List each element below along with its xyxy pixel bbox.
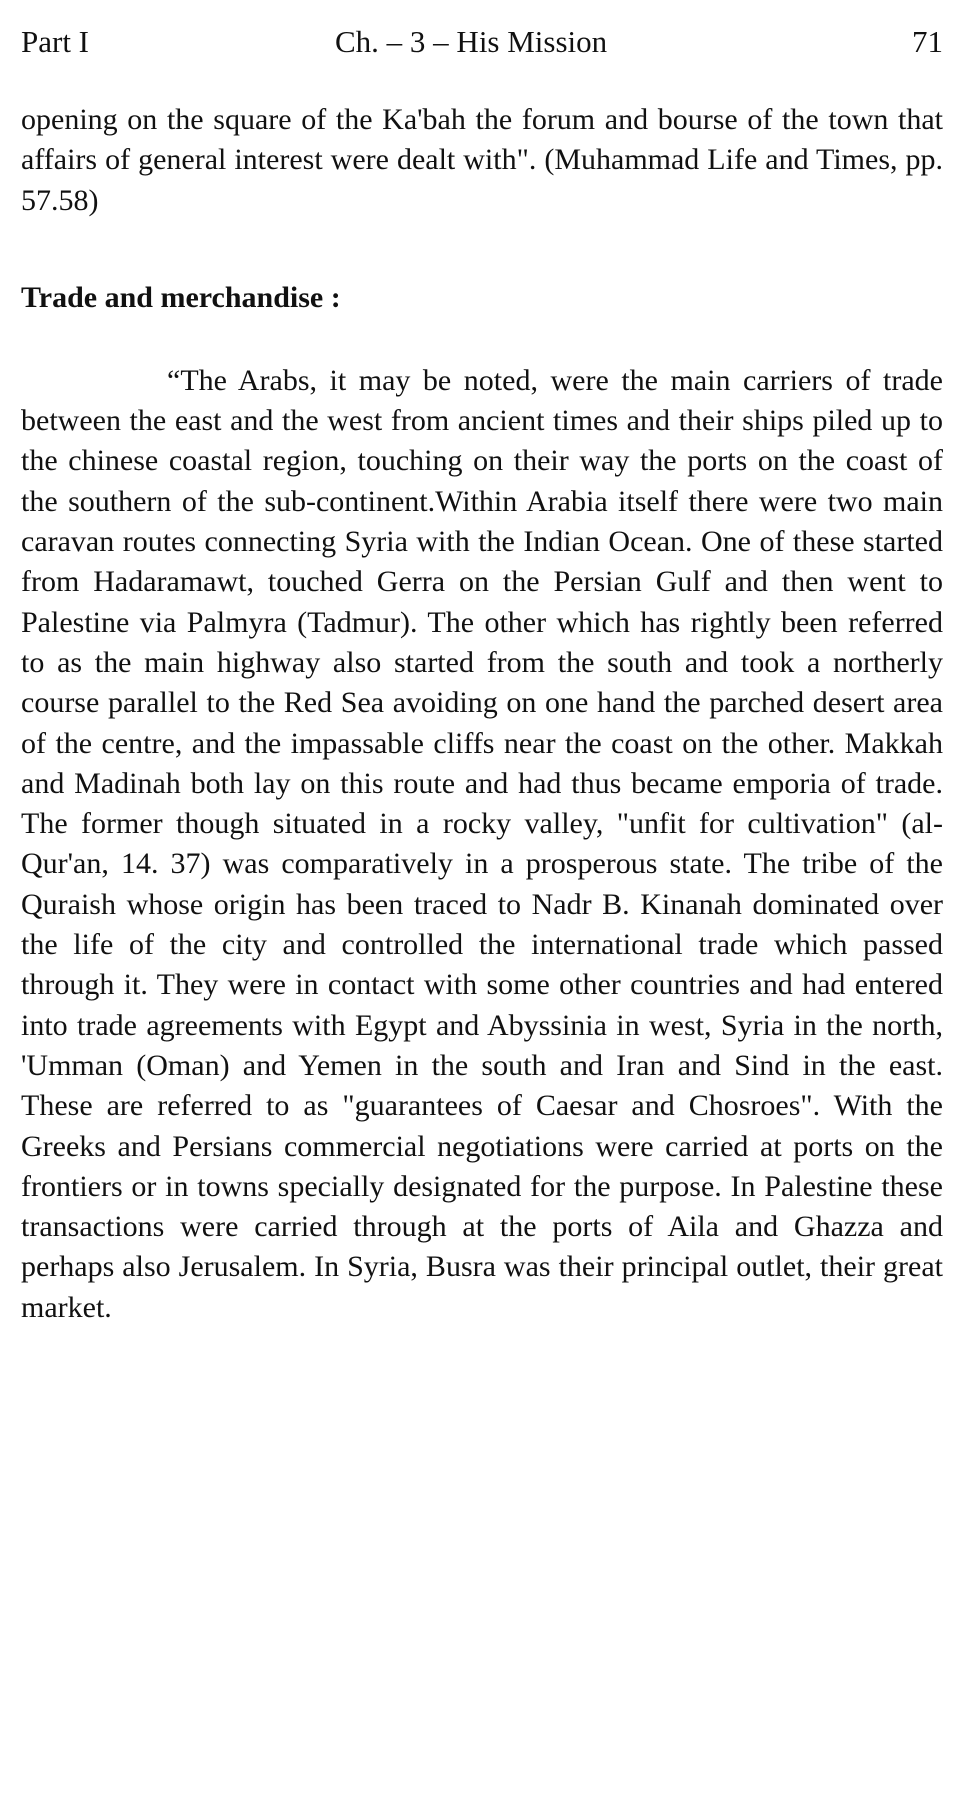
chapter-title: Ch. – 3 – His Mission [335,24,608,59]
part-label: Part I [21,24,90,59]
opening-paragraph: opening on the square of the Ka'bah the forum and bourse of the town that affairs of general interest were dealt with". (Muhammad Life and Times, pp. 57.58) [21,103,943,217]
page-number: 71 [912,24,943,59]
main-paragraph: “The Arabs, it may be noted, were the main carriers of trade between the east and the west from ancient times and their ships piled up to the chinese coastal region, touching on their way the ports on the coast of the southern of the sub-continent.Within Arabia itself there were two main caravan routes connecting Syria with the Indian Ocean. One of these started from Hadaramawt, touched Gerra on the Persian Gulf and then went to Palestine via Palmyra (Tadmur). The other which has rightly been referred to as the main highway also started from the south and took a northerly course parallel to the Red Sea avoiding on one hand the parched desert area of the centre, and the impassable cliffs near the coast on the other. Makkah and Madinah both lay on this route and had thus became emporia of trade. The former though situated in a rocky valley, "unfit for cultivation" (al-Qur'an, 14. 37) was comparatively in a prosperous state. The tribe of the Quraish whose origin has been traced to Nadr B. Kinanah dominated over the life of the city and controlled the international trade which passed through it. They were in contact with some other countries and had entered into trade agreements with Egypt and Abyssinia in west, Syria in the north, 'Umman (Oman) and Yemen in the south and Iran and Sind in the east. These are referred to as "guarantees of Caesar and Chosroes". With the Greeks and Persians commercial negotiations were carried at ports on the frontiers or in towns specially designated for the purpose. In Palestine these transactions were carried through at the ports of Aila and Ghazza and perhaps also Jerusalem. In Syria, Busra was their principal outlet, their great market. [21,363,943,1324]
running-header [21,22,943,62]
section-heading: Trade and merchandise : [21,280,341,314]
book-page [21,0,943,1328]
